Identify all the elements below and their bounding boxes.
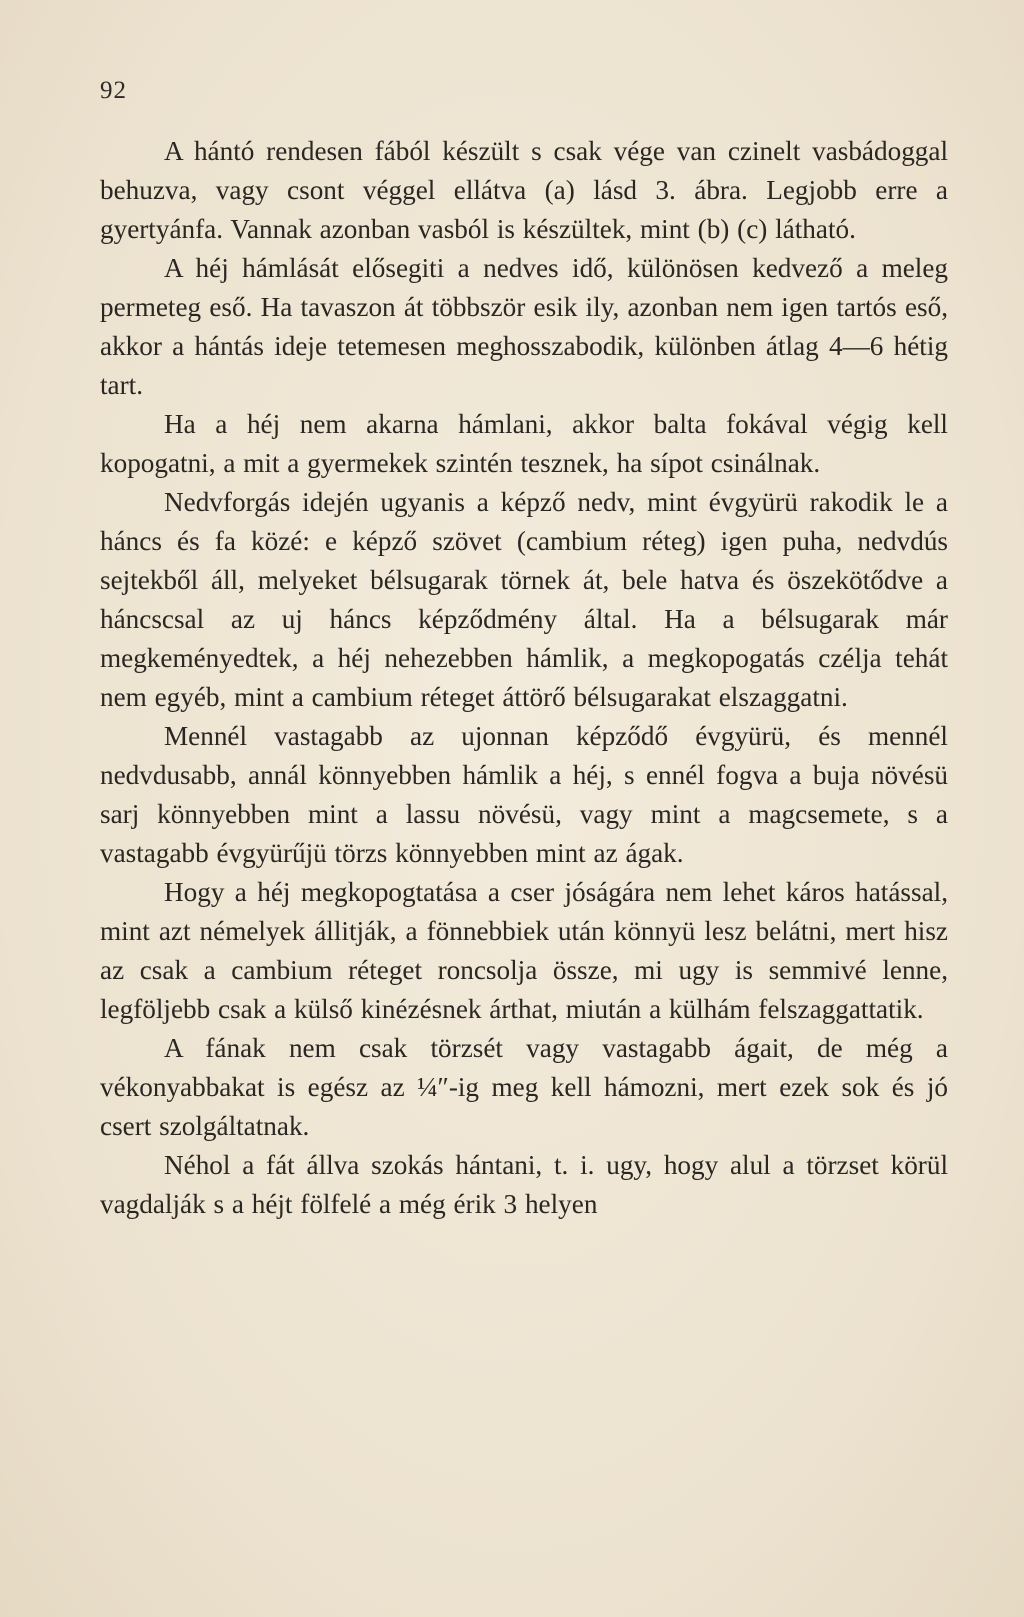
- paragraph-6: Hogy a héj megkopogtatása a cser jóságára nem lehet káros hatással, mint azt némelyek állitják, a fönnebbiek után könnyü lesz belátni, mert hisz az csak a cambium réteget roncsolja össze, mi ugy is semmivé lenne, legföljebb csak a külső kinézésnek árthat, miután a külhám felszaggattatik.: [100, 877, 948, 1024]
- paragraph-8: Néhol a fát állva szokás hántani, t. i. ugy, hogy alul a törzset körül vagdalják s a héjt fölfelé a még érik 3 helyen: [100, 1150, 948, 1219]
- paragraph-7: A fának nem csak törzsét vagy vastagabb ágait, de még a vékonyabbakat is egész az ¼″-ig meg kell hámozni, mert ezek sok és jó csert szolgáltatnak.: [100, 1033, 948, 1141]
- paragraph-4: Nedvforgás idején ugyanis a képző nedv, mint évgyürü rakodik le a háncs és fa közé: e képző szövet (cambium réteg) igen puha, nedvdús sejtekből áll, melyeket bélsugarak törnek át, bele hatva és öszekötődve a háncscsal az uj háncs képződmény által. Ha a bélsugarak már megkeményedtek, a héj nehezebben hámlik, a megkopogatás czélja tehát nem egyéb, mint a cambium réteget áttörő bélsugarakat elszaggatni.: [100, 487, 948, 712]
- page-number: 92: [100, 77, 127, 104]
- body-text: [100, 132, 948, 1224]
- paragraph-1: A hántó rendesen fából készült s csak vége van czinelt vasbádoggal behuzva, vagy csont véggel ellátva (a) lásd 3. ábra. Legjobb erre a gyertyánfa. Vannak azonban vasból is készültek, mint (b) (c) látható.: [100, 136, 948, 244]
- paragraph-3: Ha a héj nem akarna hámlani, akkor balta fokával végig kell kopogatni, a mit a gyermekek szintén tesznek, ha sípot csinálnak.: [100, 409, 948, 478]
- paragraph-5: Mennél vastagabb az ujonnan képződő évgyürü, és mennél nedvdusabb, annál könnyebben hámlik a héj, s ennél fogva a buja növésü sarj könnyebben mint a lassu növésü, vagy mint a magcsemete, s a vastagabb évgyürűjü törzs könnyebben mint az ágak.: [100, 721, 948, 868]
- paragraph-2: A héj hámlását elősegiti a nedves idő, különösen kedvező a meleg permeteg eső. Ha tavaszon át többször esik ily, azonban nem igen tartós eső, akkor a hántás ideje tetemesen meghosszabodik, különben átlag 4—6 hétig tart.: [100, 253, 948, 400]
